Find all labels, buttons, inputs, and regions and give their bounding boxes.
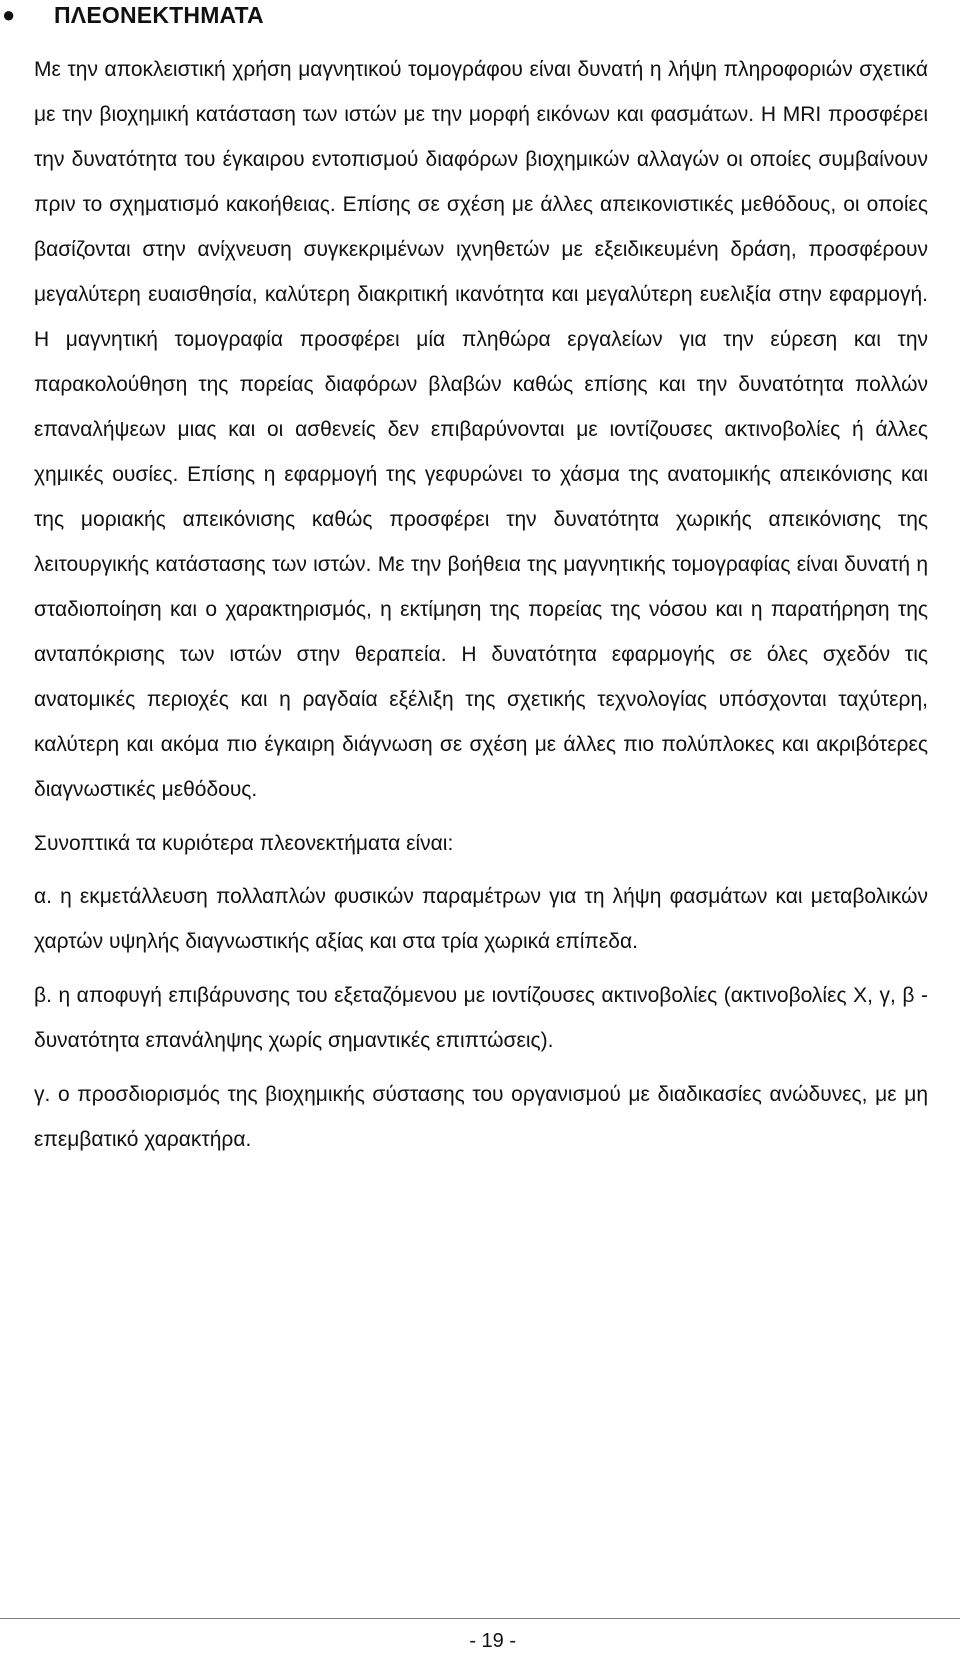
page-footer bbox=[0, 1618, 960, 1661]
advantage-item-c: γ. ο προσδιορισμός της βιοχημικής σύστασης του οργανισμού με διαδικασίες ανώδυνες, με μη επεμβατικό χαρακτήρα. bbox=[34, 1083, 928, 1151]
summary-intro: Συνοπτικά τα κυριότερα πλεονεκτήματα είναι: bbox=[34, 832, 454, 855]
advantage-item-a: α. η εκμετάλλευση πολλαπλών φυσικών παραμέτρων για τη λήψη φασμάτων και μεταβολικών χαρτών υψηλής διαγνωστικής αξίας και στα τρία χωρικά επίπεδα. bbox=[34, 885, 928, 953]
section-heading bbox=[2, 0, 928, 30]
page-number: - 19 - bbox=[469, 1630, 516, 1652]
advantage-item-b: β. η αποφυγή επιβάρυνσης του εξεταζόμενου με ιοντίζουσες ακτινοβολίες (ακτινοβολίες Χ, γ, β - δυνατότητα επανάληψης χωρίς σημαντικές επιπτώσεις). bbox=[34, 984, 928, 1052]
document-page bbox=[2, 0, 928, 1162]
main-paragraph: Με την αποκλειστική χρήση μαγνητικού τομογράφου είναι δυνατή η λήψη πληροφοριών σχετικά με την βιοχημική κατάσταση των ιστών με την μορφή εικόνων και φασμάτων. Η MRI προσφέρει την δυνατότητα του έγκαιρου εντοπισμού διαφόρων βιοχημικών αλλαγών οι οποίες συμβαίνουν πριν το σχηματισμό κακοήθειας. Επίσης σε σχέση με άλλες απεικονιστικές μεθόδους, οι οποίες βασίζονται στην ανίχνευση συγκεκριμένων ιχνηθετών με εξειδικευμένη δράση, προσφέρουν μεγαλύτερη ευαισθησία, καλύτερη διακριτική ικανότητα και μεγαλύτερη ευελιξία στην εφαρμογή. Η μαγνητική τομογραφία προσφέρει μία πληθώρα εργαλείων για την εύρεση και την παρακολούθηση της πορείας διαφόρων βλαβών καθώς επίσης και την δυνατότητα πολλών επαναλήψεων μιας και οι ασθενείς δεν επιβαρύνονται με ιοντίζουσες ακτινοβολίες ή άλλες χημικές ουσίες. Επίσης η εφαρμογή της γεφυρώνει το χάσμα της ανατομικής απεικόνισης και της μοριακής απεικόνισης καθώς προσφέρει την δυνατότητα χωρικής απεικόνισης της λειτουργικής κατάστασης των ιστών. Με την βοήθεια της μαγνητικής τομογραφίας είναι δυνατή η σταδιοποίηση και ο χαρακτηρισμός, η εκτίμηση της πορείας της νόσου και η παρατήρηση της ανταπόκρισης των ιστών στην θεραπεία. Η δυνατότητα εφαρμογής σε όλες σχεδόν τις ανατομικές περιοχές και η ραγδαία εξέλιξη της σχετικής τεχνολογίας υπόσχονται ταχύτερη, καλύτερη και ακόμα πιο έγκαιρη διάγνωση σε σχέση με άλλες πιο πολύπλοκες και ακριβότερες διαγνωστικές μεθόδους. bbox=[34, 58, 928, 801]
section-heading-text: ΠΛΕΟΝΕΚΤΗΜΑΤΑ bbox=[54, 2, 264, 28]
bullet-icon: ● bbox=[2, 2, 16, 27]
